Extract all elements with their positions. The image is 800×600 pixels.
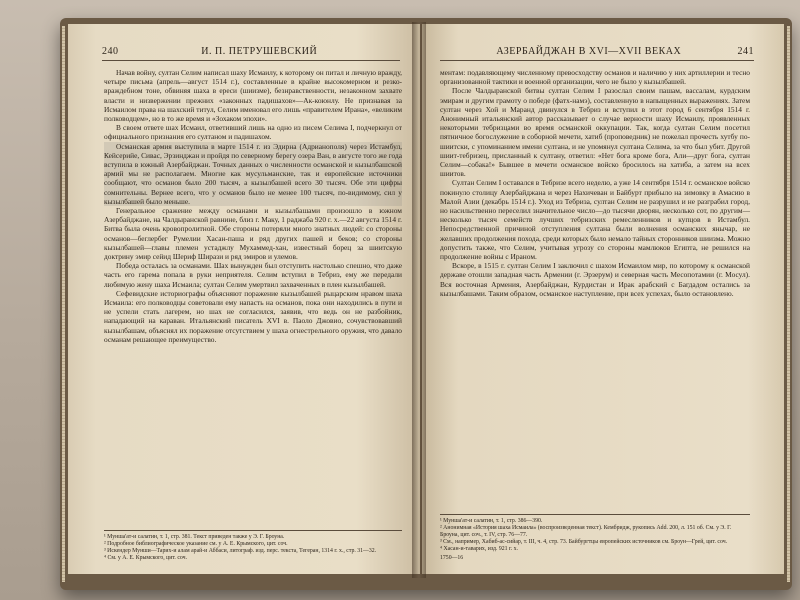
paragraph: Начав войну, султан Селим написал шаху Исмаилу, к которому он питал и личную вражду, четыре письма (апрель—август 1514 г.), составленные в крайне высокомерном и резко-враждебном тоне, обвиняя шаха в ереси (шиизме), безнравственности, незаконном захвате власти и низвержении прежних «законных падишахов»—Ак-коюнлу. Не признавая за Исмаилом права на шахский титул, Селим именовал его лишь «правителем Ирана», «великим полководцем», но в то же время и «Зохаком эпохи».: [104, 68, 402, 124]
left-page: [68, 24, 420, 574]
page-edges-left: [62, 26, 65, 582]
paragraph: ментам: подавляющему численному превосходству османов и наличию у них артиллерии и тесно организованной тактики и военной организации, чего не было у кызылбашей.: [440, 68, 750, 87]
paragraph: После Чалдыранской битвы султан Селим I разослал своим пашам, вассалам, курдским эмирам и другим грамоту о победе (фатх-намэ), составленную в напыщенных выражениях. Затем султан через Хой и Маранд двинулся в Тебриз и вступил в этот город 6 сентября 1514 г. Анонимный итальянский автор рассказывает о случае верности шаху Исмаилу, проявленных некоторыми тебризцами во время османской оккупации. Так, когда султан Селим посетил пятничное богослужение в соборной мечети, хатиб (проповедник) не пожелал прочесть хутбу по-шиитски, с упоминанием имени султана, и не упомянул султана Селима, за что был убит. Другой шиит-тебризец, присланный к султану, ответил: «Нет бога кроме бога, Али—друг бога, султан Селим—собака!» Бывшее в мечети османское войско бросилось на хатиба, а затем на всех шиитов.: [440, 86, 750, 179]
footnote: ¹ Мунша'ат-и салатин, т. 1, стр. 386—390.: [440, 518, 543, 524]
right-running-head: АЗЕРБАЙДЖАН В XVI—XVII ВЕКАХ: [496, 46, 682, 57]
paragraph-highlighted: Османская армия выступила в марте 1514 г. из Эдирна (Адрианополя) через Истамбул, Кейсерийе, Сивас, Эрзинджан и пройдя по северному берегу озера Ван, в августе того же года вступила в южный Азербайджан. Точных данных о численности османской и кызылбашской армий мы не располагаем. Многие как мусульманские, так и европейские источники сообщают, что османов было 200 тысяч, а кызылбашей всего 30 тысяч. Обе эти цифры сомнительны. Вернее всего, что у османов было не менее 100 тысяч, по-видимому, сил у кызылбашей было меньше.: [104, 141, 402, 206]
footnote: ⁴ См. у А. Е. Крымского, цит. соч.: [104, 555, 188, 561]
footnote: ⁴ Хасан-и-таварих, изд. 921 г. х.: [440, 546, 518, 552]
right-page-body: [440, 68, 750, 298]
paragraph: Победа осталась за османами. Шах вынужден был отступить настолько спешно, что даже часть его гарема попала в руки неприятеля. Селим вступил в Тебриз, ему же передали любимую жену шаха Исмаила; султан Селим умертвил захваченных в плен кызылбашей.: [104, 261, 402, 289]
right-page: [422, 24, 784, 574]
footnote: ³ Искендер Мунши—Тарих-и алам арай-и Аббаси, литограф. изд. перс. текста, Тегеран, 1314 г. х., стр. 31—32.: [104, 548, 377, 554]
footnote: ² Анонимная «История шаха Исмаила» (воспроизведенная текст). Кембридж, рукопись Add. 200, л. 151 об. См. у Э. Г. Броуна, цит. соч., т. IV, стр. 76—77.: [440, 525, 732, 538]
footnote: ¹ Мунша'ат-и салатин, т. 1, стр. 381. Текст приведен также у Э. Г. Броуна.: [104, 534, 285, 540]
paragraph: Вскоре, в 1515 г. султан Селим I заключил с шахом Исмаилом мир, по которому к османской державе отошли западная часть Армении (г. Эрзерум) и северная часть Месопотамии (г. Мосул). Вся восточная Армения, Азербайджан, Курдистан и Ирак арабский с Багдадом остались за кызылбашами. Таким образом, османское наступление, при всех успехах, было остановлено.: [440, 261, 750, 298]
paragraph: Султан Селим I оставался в Тебризе всего неделю, а уже 14 сентября 1514 г. османское войско покинуло столицу Азербайджана и через Нахичеван и Байбурт прибыло на зимовку в Амасию в Малой Азии (декабрь 1514 г.). Уход из Тебриза, султан Селим не разрушил и не разграбил город, но насильственно переселил значительное число—до тысячи дворян, несколько сот, по другим—несколько тысяч семейств лучших тебризских ремесленников и купцов в Истамбул. Непосредственной причиной отступления султана были волнения османских янычар, не желавших продолжения похода, среди которых было немало тайных сторонников шиизма. Можно допустить также, что Селим, учитывая угрозу со стороны мамлюков Египта, не решился на продолжение войны с Ираном.: [440, 178, 750, 262]
footnote: ³ См., например, Хабиб-ас-сийар, т. III, ч. 4, стр. 73. Байбургтцы европейских источников см. Броун—Грей, цит. соч.: [440, 539, 728, 545]
left-page-body: [104, 68, 402, 344]
paragraph: Генеральное сражение между османами и кызылбашами произошло в южном Азербайджане, на Чалдыранской равнине, близ г. Маку, 1 раджаба 920 г. х.—22 августа 1514 г. Битва была очень кровопролитной. Обе стороны потеряли много знатных людей: со стороны османов—беглербег Румелии Хасан-паша и ряд других пашей и беков; со стороны кызылбашей—главы племен устаджлу Мухаммед-хан, известный борец за шиитскую доктрину эмир сейид Шериф Ширази и ряд эмиров и улемов.: [104, 206, 402, 262]
open-book: [60, 18, 792, 590]
paragraph: В своем ответе шах Исмаил, ответивший лишь на одно из писем Селима I, подчеркнул от официального признания его султаном и падишахом.: [104, 123, 402, 142]
footnote: ² Подробное библиографическое указание см. у А. Е. Крымского, цит. соч.: [104, 541, 288, 547]
left-page-header: [102, 46, 400, 61]
right-page-number: 241: [737, 46, 754, 57]
book-gutter: [412, 22, 426, 578]
page-edges-right: [787, 26, 790, 582]
left-page-number: 240: [102, 46, 119, 57]
paragraph: Сефевидские историографы объясняют поражение кызылбашей рыцарским нравом шаха Исмаила: его полководцы советовали ему напасть на османов, пока они находились в пути и не успели стать лагерем, но шах не согласился, заявив, что ведь он не разбойник, нападающий на караван. Итальянский писатель XVI в. Паоло Джовио, сочувствовавший кызылбашам, объяснял их поражение отсутствием у шаха огнестрельного оружия, что давало османам решающее преимущество.: [104, 288, 402, 344]
left-running-head: И. П. ПЕТРУШЕВСКИЙ: [201, 46, 318, 57]
signature-mark: 1750—16: [440, 555, 464, 561]
left-footnotes: [104, 530, 402, 562]
right-footnotes: [440, 514, 750, 562]
right-page-header: [440, 46, 754, 61]
